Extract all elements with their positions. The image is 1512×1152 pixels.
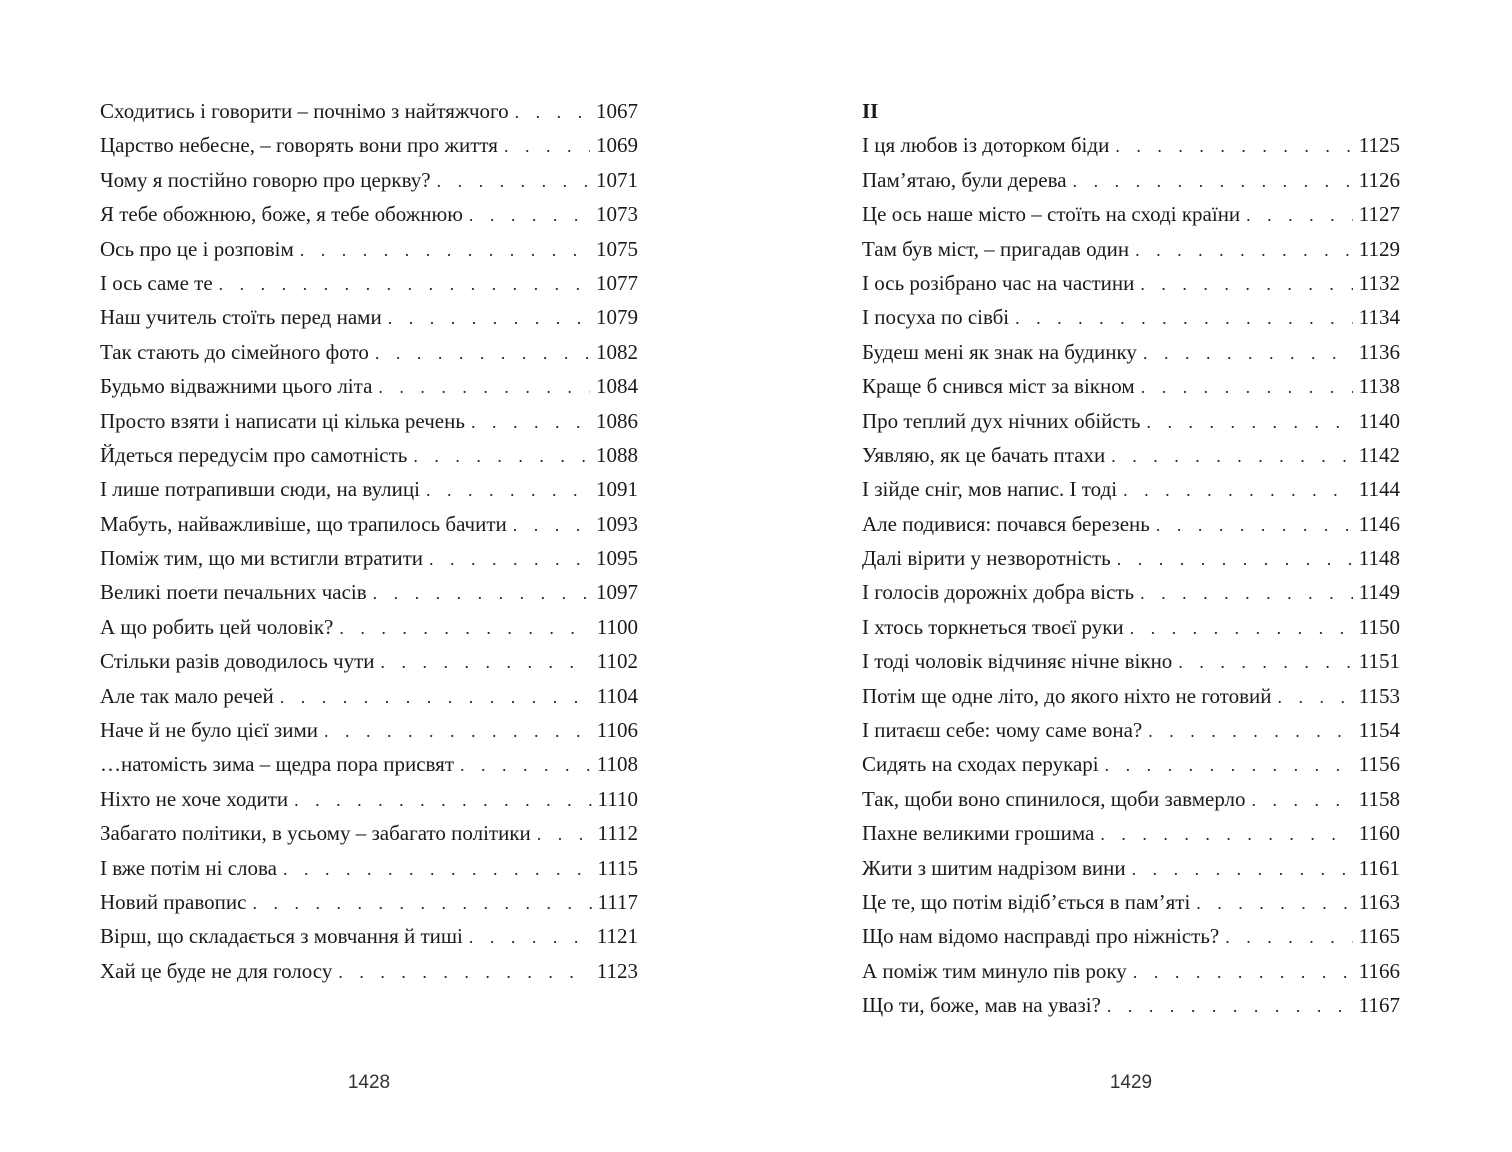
toc-entry-page-number: 1153	[1358, 683, 1400, 708]
toc-entry-title: Йдеться передусім про самотність	[100, 442, 408, 467]
toc-entry	[100, 816, 638, 850]
toc-entry-page-number: 1095	[596, 546, 638, 571]
toc-entry	[100, 610, 638, 644]
toc-entry-page-number: 1144	[1358, 477, 1400, 502]
toc-entry	[100, 575, 638, 609]
toc-entry-page-number: 1100	[596, 614, 638, 639]
dot-leader	[1133, 955, 1353, 989]
toc-entry-page-number: 1073	[596, 202, 638, 227]
toc-entry-page-number: 1160	[1358, 821, 1400, 846]
dot-leader	[378, 370, 590, 404]
dot-leader	[1147, 405, 1353, 439]
toc-entry	[100, 163, 638, 197]
toc-entry-page-number: 1149	[1358, 580, 1400, 605]
toc-entry	[862, 988, 1400, 1022]
toc-entry-page-number: 1117	[597, 889, 638, 914]
toc-entry	[862, 300, 1400, 334]
toc-entry-page-number: 1110	[597, 786, 638, 811]
toc-entry	[100, 266, 638, 300]
dot-leader	[537, 817, 592, 851]
toc-entry	[862, 610, 1400, 644]
toc-entry-title: І питаєш себе: чому саме вона?	[862, 718, 1143, 743]
toc-entry	[862, 644, 1400, 678]
dot-leader	[381, 645, 591, 679]
dot-leader	[373, 576, 590, 610]
toc-entry-page-number: 1148	[1358, 546, 1400, 571]
dot-leader	[1225, 920, 1353, 954]
dot-leader	[1277, 680, 1352, 714]
toc-entry	[100, 885, 638, 919]
toc-entry	[862, 713, 1400, 747]
toc-entry-title: Наш учитель стоїть перед нами	[100, 305, 382, 330]
toc-entry-title: І вже потім ні слова	[100, 855, 277, 880]
toc-entry-page-number: 1151	[1358, 649, 1400, 674]
toc-entry-page-number: 1108	[596, 752, 638, 777]
toc-entry-title: Так стають до сімейного фото	[100, 339, 369, 364]
toc-entry-page-number: 1161	[1358, 855, 1400, 880]
dot-leader	[1140, 267, 1352, 301]
dot-leader	[469, 198, 590, 232]
toc-entry-page-number: 1154	[1358, 718, 1400, 743]
toc-entry-page-number: 1084	[596, 374, 638, 399]
toc-entry	[100, 438, 638, 472]
dot-leader	[437, 164, 590, 198]
dot-leader	[388, 301, 590, 335]
section-heading: II	[862, 99, 879, 123]
dot-leader	[1135, 233, 1353, 267]
toc-entry	[862, 679, 1400, 713]
toc-entry-title: Пахне великими грошима	[862, 821, 1095, 846]
dot-leader	[471, 405, 590, 439]
toc-entry	[100, 782, 638, 816]
toc-entry	[100, 644, 638, 678]
toc-entry	[862, 163, 1400, 197]
dot-leader	[338, 955, 590, 989]
toc-entry-page-number: 1138	[1358, 374, 1400, 399]
toc-entry	[862, 404, 1400, 438]
toc-entry-title: І ця любов із доторком біди	[862, 133, 1110, 158]
toc-entry-page-number: 1077	[596, 270, 638, 295]
toc-entry-title: Мабуть, найважливіше, що трапилось бачити	[100, 511, 507, 536]
dot-leader	[469, 920, 591, 954]
dot-leader	[294, 783, 591, 817]
toc-entry-page-number: 1079	[596, 305, 638, 330]
toc-entry-page-number: 1123	[596, 958, 638, 983]
toc-entry-page-number: 1082	[596, 339, 638, 364]
toc-entry	[100, 541, 638, 575]
toc-entry-page-number: 1158	[1358, 786, 1400, 811]
toc-entry-title: І тоді чоловік відчиняє нічне вікно	[862, 649, 1173, 674]
toc-entry-title: Краще б снився міст за вікном	[862, 374, 1135, 399]
toc-entry	[862, 266, 1400, 300]
toc-entry	[100, 232, 638, 266]
toc-entry	[862, 919, 1400, 953]
toc-entry-page-number: 1091	[596, 477, 638, 502]
toc-entry-title: Але подивися: почався березень	[862, 511, 1150, 536]
toc-entry-page-number: 1142	[1358, 442, 1400, 467]
toc-entry	[862, 575, 1400, 609]
toc-entry-title: Будьмо відважними цього літа	[100, 374, 373, 399]
dot-leader	[1143, 336, 1353, 370]
toc-entry-page-number: 1086	[596, 408, 638, 433]
toc-entry-title: Чому я постійно говорю про церкву?	[100, 167, 431, 192]
dot-leader	[252, 886, 591, 920]
dot-leader	[1140, 576, 1353, 610]
right-page-number: 1429	[1109, 1072, 1153, 1093]
toc-entry	[100, 369, 638, 403]
dot-leader	[375, 336, 590, 370]
toc-entry	[100, 713, 638, 747]
toc-entry-page-number: 1102	[596, 649, 638, 674]
left-toc-list	[100, 94, 638, 988]
dot-leader	[1130, 611, 1353, 645]
toc-entry	[100, 472, 638, 506]
toc-entry	[862, 747, 1400, 781]
dot-leader	[1246, 198, 1353, 232]
toc-entry-title: …натомість зима – щедра пора присвят	[100, 752, 455, 777]
toc-entry-page-number: 1097	[596, 580, 638, 605]
dot-leader	[1148, 714, 1353, 748]
dot-leader	[515, 95, 590, 129]
dot-leader	[460, 748, 591, 782]
toc-entry	[862, 197, 1400, 231]
dot-leader	[1141, 370, 1353, 404]
toc-entry-title: Великі поети печальних часів	[100, 580, 367, 605]
toc-entry-page-number: 1132	[1358, 270, 1400, 295]
toc-entry	[862, 507, 1400, 541]
toc-entry-title: І ось розібрано час на частини	[862, 270, 1135, 295]
dot-leader	[283, 852, 592, 886]
dot-leader	[1100, 817, 1352, 851]
toc-entry-page-number: 1093	[596, 511, 638, 536]
toc-entry-title: А що робить цей чоловік?	[100, 614, 334, 639]
dot-leader	[1178, 645, 1352, 679]
toc-entry	[100, 954, 638, 988]
toc-entry-title: Просто взяти і написати ці кілька речень	[100, 408, 465, 433]
dot-leader	[219, 267, 590, 301]
toc-entry	[862, 782, 1400, 816]
toc-entry-page-number: 1134	[1358, 305, 1400, 330]
toc-entry-page-number: 1112	[597, 821, 638, 846]
toc-entry-title: Про теплий дух нічних обійсть	[862, 408, 1141, 433]
dot-leader	[1123, 473, 1353, 507]
dot-leader	[1252, 783, 1353, 817]
toc-entry-page-number: 1166	[1358, 958, 1400, 983]
toc-entry-page-number: 1104	[596, 683, 638, 708]
dot-leader	[1156, 508, 1353, 542]
toc-entry	[100, 94, 638, 128]
toc-entry-title: Так, щоби воно спинилося, щоби завмерло	[862, 786, 1246, 811]
toc-entry-title: Це те, що потім відіб’ється в пам’яті	[862, 889, 1191, 914]
toc-entry	[100, 128, 638, 162]
toc-entry-title: Що нам відомо насправді про ніжність?	[862, 924, 1220, 949]
dot-leader	[1073, 164, 1353, 198]
toc-entry-title: Пам’ятаю, були дерева	[862, 167, 1067, 192]
toc-entry-page-number: 1126	[1358, 167, 1400, 192]
toc-entry	[100, 404, 638, 438]
toc-entry-title: Ось про це і розповім	[100, 236, 294, 261]
toc-entry-title: Там був міст, – пригадав один	[862, 236, 1130, 261]
dot-leader	[429, 542, 590, 576]
dot-leader	[413, 439, 590, 473]
toc-entry-page-number: 1106	[596, 718, 638, 743]
toc-entry	[862, 816, 1400, 850]
toc-entry-page-number: 1069	[596, 133, 638, 158]
dot-leader	[1105, 748, 1353, 782]
toc-entry	[862, 335, 1400, 369]
toc-entry-title: Поміж тим, що ми встигли втратити	[100, 546, 424, 571]
toc-entry-page-number: 1165	[1358, 924, 1400, 949]
toc-entry-page-number: 1115	[597, 855, 638, 880]
toc-entry-page-number: 1150	[1358, 614, 1400, 639]
toc-entry-title: І хтось торкнеться твоєї руки	[862, 614, 1124, 639]
toc-entry	[100, 747, 638, 781]
toc-entry-title: І голосів дорожніх добра вість	[862, 580, 1135, 605]
toc-entry	[862, 438, 1400, 472]
toc-entry-title: Будеш мені як знак на будинку	[862, 339, 1137, 364]
toc-entry	[862, 472, 1400, 506]
dot-leader	[426, 473, 590, 507]
toc-entry-title: Царство небесне, – говорять вони про життя	[100, 133, 498, 158]
dot-leader	[1015, 301, 1353, 335]
dot-leader	[280, 680, 591, 714]
dot-leader	[1107, 989, 1353, 1023]
toc-entry-page-number: 1075	[596, 236, 638, 261]
toc-entry-title: Потім ще одне літо, до якого ніхто не готовий	[862, 683, 1272, 708]
toc-entry-page-number: 1129	[1358, 236, 1400, 261]
toc-entry-page-number: 1088	[596, 442, 638, 467]
dot-leader	[1111, 439, 1352, 473]
toc-entry-title: Забагато політики, в усьому – забагато політики	[100, 821, 531, 846]
toc-entry-page-number: 1121	[596, 924, 638, 949]
toc-entry	[100, 335, 638, 369]
toc-entry	[862, 885, 1400, 919]
toc-entry-title: І ось саме те	[100, 270, 213, 295]
toc-entry-title: Це ось наше місто – стоїть на сході країни	[862, 202, 1241, 227]
left-page-number: 1428	[347, 1072, 391, 1093]
dot-leader	[300, 233, 590, 267]
dot-leader	[339, 611, 590, 645]
toc-entry-title: Ніхто не хоче ходити	[100, 786, 289, 811]
toc-entry-title: Хай це буде не для голосу	[100, 958, 333, 983]
toc-entry-title: Вірш, що складається з мовчання й тиші	[100, 924, 463, 949]
toc-entry-page-number: 1146	[1358, 511, 1400, 536]
toc-entry	[100, 300, 638, 334]
toc-entry-page-number: 1163	[1358, 889, 1400, 914]
toc-entry	[862, 541, 1400, 575]
toc-entry	[862, 232, 1400, 266]
dot-leader	[1117, 542, 1353, 576]
toc-entry-page-number: 1156	[1358, 752, 1400, 777]
toc-entry	[100, 919, 638, 953]
toc-entry	[100, 679, 638, 713]
toc-entry-title: Але так мало речей	[100, 683, 274, 708]
dot-leader	[504, 129, 590, 163]
toc-entry-page-number: 1127	[1358, 202, 1400, 227]
toc-entry-title: І посуха по сівбі	[862, 305, 1010, 330]
toc-entry-title: Що ти, боже, мав на увазі?	[862, 993, 1101, 1018]
toc-entry-page-number: 1136	[1358, 339, 1400, 364]
dot-leader	[1196, 886, 1352, 920]
toc-entry	[862, 128, 1400, 162]
toc-entry-title: Жити з шитим надрізом вини	[862, 855, 1126, 880]
right-toc-list	[862, 94, 1400, 1023]
toc-entry-title: Сходитись і говорити – почнімо з найтяжчого	[100, 99, 509, 123]
dot-leader	[1132, 852, 1353, 886]
toc-entry-title: Наче й не було цієї зими	[100, 718, 318, 743]
dot-leader	[1115, 129, 1352, 163]
toc-entry-page-number: 1071	[596, 167, 638, 192]
toc-entry	[100, 507, 638, 541]
toc-entry-page-number: 1140	[1358, 408, 1400, 433]
toc-entry-page-number: 1067	[596, 99, 638, 123]
toc-entry-page-number: 1167	[1358, 993, 1400, 1018]
toc-entry-title: І лише потрапивши сюди, на вулиці	[100, 477, 420, 502]
toc-entry	[862, 851, 1400, 885]
dot-leader	[513, 508, 590, 542]
toc-entry-title: Уявляю, як це бачать птахи	[862, 442, 1106, 467]
toc-entry-title: Я тебе обожнюю, боже, я тебе обожнюю	[100, 202, 463, 227]
toc-entry-title: Новий правопис	[100, 889, 247, 914]
toc-entry	[862, 369, 1400, 403]
toc-entry-page-number: 1125	[1358, 133, 1400, 158]
toc-entry-title: Далі вірити у незворотність	[862, 546, 1111, 571]
toc-entry	[100, 851, 638, 885]
toc-entry-title: Стільки разів доводилось чути	[100, 649, 375, 674]
toc-entry	[862, 954, 1400, 988]
toc-entry-title: Сидять на сходах перукарі	[862, 752, 1099, 777]
toc-entry	[100, 197, 638, 231]
toc-entry-title: І зійде сніг, мов напис. І тоді	[862, 477, 1118, 502]
dot-leader	[324, 714, 591, 748]
toc-entry-title: А поміж тим минуло пів року	[862, 958, 1127, 983]
